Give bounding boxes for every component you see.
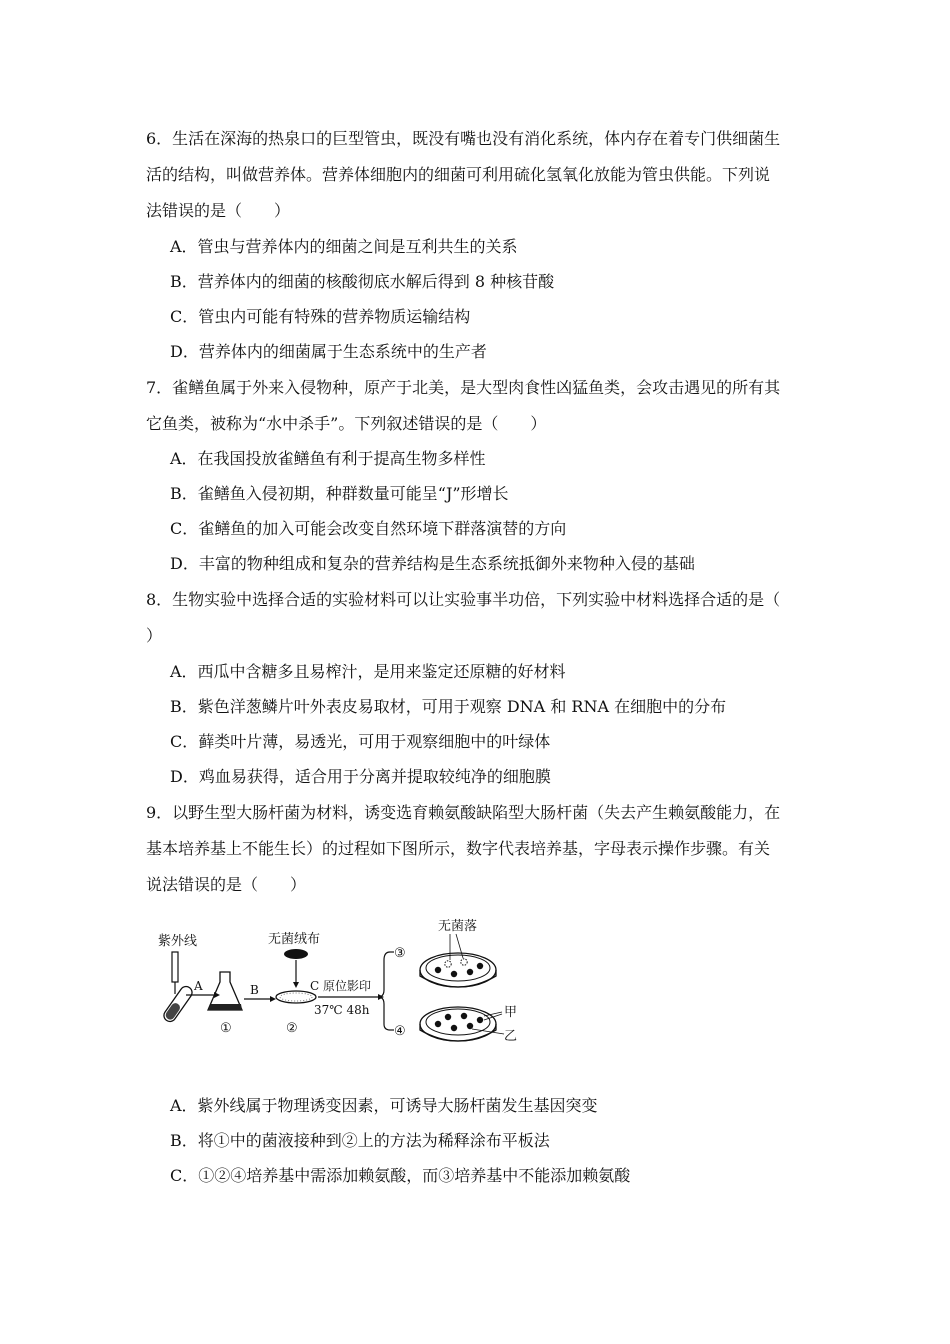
- mutagenesis-diagram: [150, 912, 540, 1062]
- q9-option-a: A．紫外线属于物理诱变因素，可诱导大肠杆菌发生基因突变: [170, 1096, 598, 1115]
- q9-option-b: B．将①中的菌液接种到②上的方法为稀释涂布平板法: [170, 1131, 550, 1150]
- conditions-label: 37℃ 48h: [314, 1003, 370, 1017]
- q6-stem-line-2: 活的结构，叫做营养体。营养体细胞内的细菌可利用硫化氢氧化放能为管虫供能。下列说: [146, 165, 771, 184]
- q6-stem-line-3: 法错误的是（ ）: [146, 201, 291, 220]
- q8-option-d: D．鸡血易获得，适合用于分离并提取较纯净的细胞膜: [170, 767, 551, 786]
- medium-1-label: ①: [220, 1021, 232, 1036]
- q8-option-c: C．藓类叶片薄，易透光，可用于观察细胞中的叶绿体: [170, 732, 551, 751]
- q7-option-a: A．在我国投放雀鳝鱼有利于提高生物多样性: [170, 449, 486, 468]
- q7-stem-line-2: 它鱼类，被称为“水中杀手”。下列叙述错误的是（ ）: [146, 414, 547, 433]
- q8-stem-line-1: 8．生物实验中选择合适的实验材料可以让实验事半功倍，下列实验中材料选择合适的是（: [146, 590, 781, 609]
- plate-3-icon: [420, 934, 496, 987]
- uv-label: 紫外线: [158, 934, 198, 949]
- q7-stem-line-1: 7．雀鳝鱼属于外来入侵物种，原产于北美，是大型肉食性凶猛鱼类，会攻击遇见的所有其: [146, 378, 781, 397]
- q9-option-c: C．①②④培养基中需添加赖氨酸，而③培养基中不能添加赖氨酸: [170, 1166, 631, 1185]
- q9-stem-line-2: 基本培养基上不能生长）的过程如下图所示，数字代表培养基，字母表示操作步骤。有关: [146, 839, 771, 858]
- q7-option-d: D．丰富的物种组成和复杂的营养结构是生态系统抵御外来物种入侵的基础: [170, 554, 695, 573]
- q8-option-a: A．西瓜中含糖多且易榨汁，是用来鉴定还原糖的好材料: [170, 662, 566, 681]
- colony-yi-label: 乙: [504, 1029, 518, 1044]
- medium-4-label: ④: [394, 1024, 406, 1039]
- q6-option-d: D．营养体内的细菌属于生态系统中的生产者: [170, 342, 487, 361]
- test-tube-icon: [162, 984, 195, 1024]
- q8-option-b: B．紫色洋葱鳞片叶外表皮易取材，可用于观察 DNA 和 RNA 在细胞中的分布: [170, 697, 727, 716]
- medium-3-label: ③: [394, 946, 406, 961]
- q6-option-a: A．管虫与营养体内的细菌之间是互利共生的关系: [170, 237, 518, 256]
- step-c-label: C 原位影印: [310, 979, 371, 993]
- medium-2-label: ②: [286, 1021, 298, 1036]
- q9-stem-line-1: 9．以野生型大肠杆菌为材料，诱变选育赖氨酸缺陷型大肠杆菌（失去产生赖氨酸能力，在: [146, 803, 781, 822]
- q9-stem-line-3: 说法错误的是（ ）: [146, 875, 307, 894]
- no-colony-label: 无菌落: [438, 919, 478, 934]
- step-b-label: B: [250, 983, 259, 997]
- flask-icon: [208, 972, 242, 1010]
- plate-4-icon: [420, 1007, 504, 1041]
- step-a-label: A: [194, 979, 203, 993]
- q8-stem-line-2: ）: [146, 626, 163, 645]
- brace: [378, 952, 390, 1030]
- q6-option-c: C．管虫内可能有特殊的营养物质运输结构: [170, 307, 471, 326]
- uv-lamp-icon: [172, 952, 178, 982]
- q6-stem-line-1: 6．生活在深海的热泉口的巨型管虫，既没有嘴也没有消化系统，体内存在着专门供细菌生: [146, 129, 781, 148]
- q7-option-c: C．雀鳝鱼的加入可能会改变自然环境下群落演替的方向: [170, 519, 567, 538]
- velvet-label: 无菌绒布: [268, 932, 321, 947]
- colony-jia-label: 甲: [504, 1005, 518, 1020]
- velvet-icon: [284, 949, 308, 959]
- q6-option-b: B．营养体内的细菌的核酸彻底水解后得到 8 种核苷酸: [170, 272, 555, 291]
- q7-option-b: B．雀鳝鱼入侵初期，种群数量可能呈“J”形增长: [170, 484, 509, 503]
